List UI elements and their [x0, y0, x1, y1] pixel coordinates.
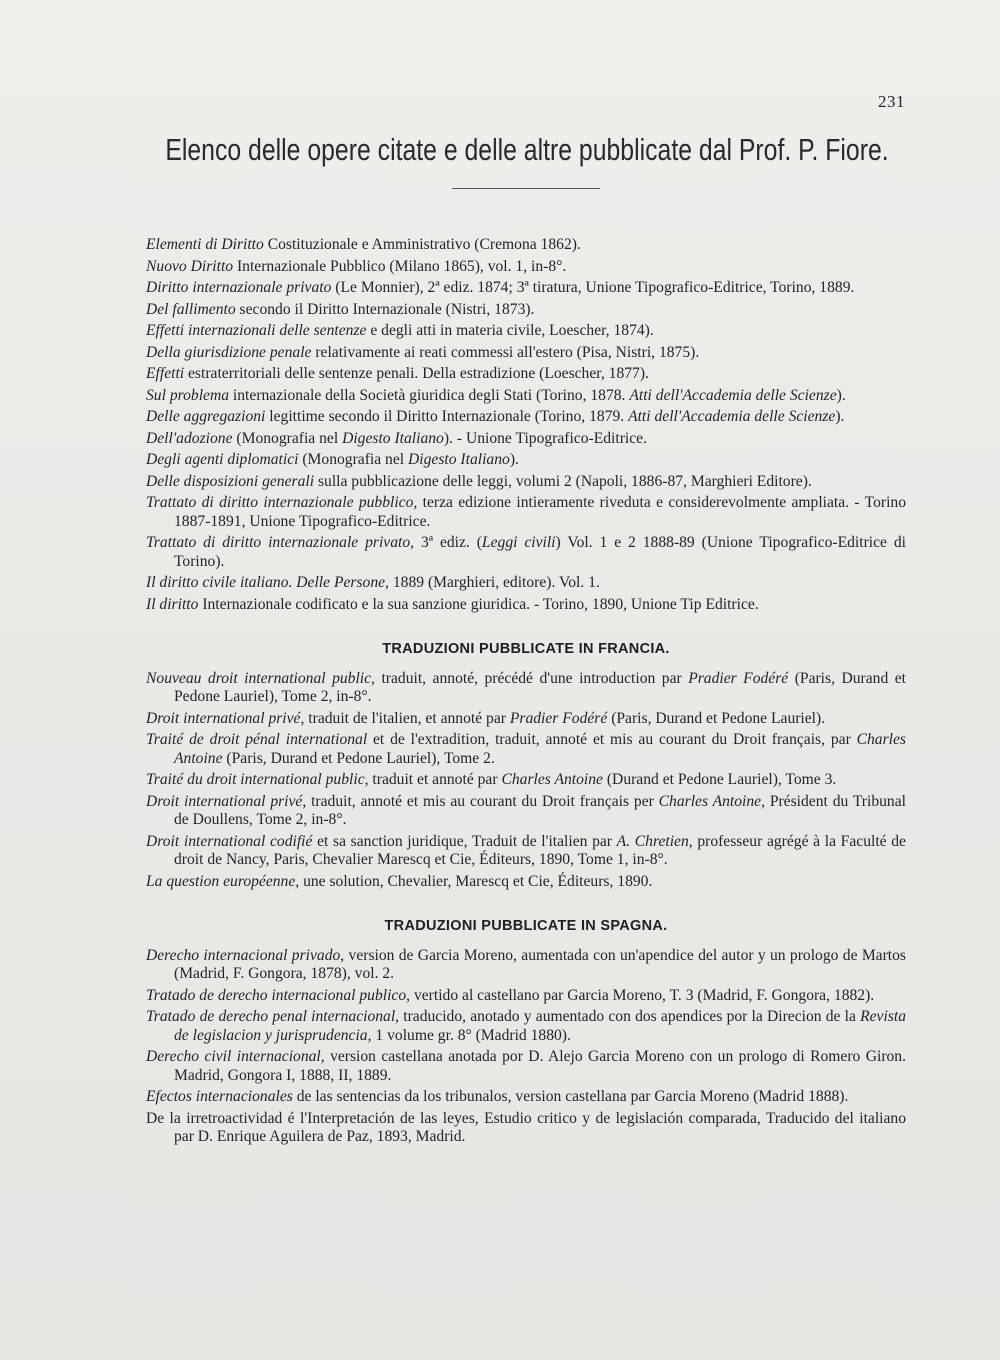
entry-text: ). [836, 386, 846, 404]
entry-text: et sa sanction juridique, Traduit de l'italien par [312, 832, 617, 850]
entry-text: sulla pubblicazione delle leggi, volumi 2 (Napoli, 1886-87, Marghieri Editore). [314, 472, 812, 490]
entry-text: une solution, Chevalier, Marescq et Cie, Éditeurs, 1890. [299, 872, 653, 890]
entry-text: ). [509, 451, 519, 468]
entry-title-italic: Derecho civil internacional, [146, 1048, 325, 1065]
entry-title-italic: Droit international codifié [146, 832, 313, 850]
entry-title-italic: Digesto Italiano [342, 429, 444, 447]
bibliography-entry [146, 873, 906, 892]
bibliography-entry [146, 387, 906, 406]
bibliography-entry [146, 258, 906, 277]
section-heading: TRADUZIONI PUBBLICATE IN FRANCIA. [382, 641, 670, 657]
title-divider [452, 188, 600, 189]
entry-title-italic: Del fallimento [146, 300, 236, 318]
bibliography-entry [146, 710, 906, 729]
entry-title-italic: Effetti internazionali delle sentenze [146, 322, 367, 339]
entry-text: legittime secondo il Diritto Internazionale (Torino, 1879. [265, 408, 629, 425]
entry-text: Internazionale codificato e la sua sanzione giuridica. - Torino, 1890, Unione Tip Editrice. [198, 595, 759, 613]
entry-text: 1889 (Marghieri, editore). Vol. 1. [388, 574, 600, 591]
entry-text: version castellana anotada por D. Alejo Garcia Moreno con un prologo di Romero Giron. Madrid, Gongora I, 1888, II, 1889. [174, 1048, 906, 1084]
entry-text: ). - Unione Tipografico-Editrice. [443, 429, 647, 447]
bibliography-entry [146, 365, 906, 384]
entry-title-italic: Il diritto [146, 595, 199, 613]
entry-title-italic: A. Chretien, [616, 832, 693, 850]
entry-title-italic: Pradier Fodéré [509, 709, 608, 727]
bibliography-entry [146, 236, 906, 255]
entry-text: ) Vol. 1 e 2 1888-89 (Unione Tipografico-Editrice di Torino). [174, 534, 906, 570]
entry-title-italic: Della giurisdizione penale [146, 343, 312, 361]
entry-title-italic: Digesto Italiano [408, 451, 510, 468]
entry-title-italic: Leggi civili [481, 534, 556, 551]
entry-title-italic: Elementi di Diritto [146, 236, 264, 253]
entry-title-italic: Nouveau droit international public, [146, 669, 375, 687]
bibliography-entry [146, 731, 906, 768]
entry-text: traduit, annoté et mis au courant du Droit français per [306, 792, 659, 810]
entry-text: (Durand et Pedone Lauriel), Tome 3. [602, 771, 837, 788]
entry-title-italic: Dell'adozione [146, 429, 233, 447]
entry-text: internazionale della Società giuridica degli Stati (Torino, 1878. [229, 386, 630, 404]
entry-text: traduit et annoté par [368, 771, 502, 788]
entry-text: Président du Tribunal de Doullens, Tome 2, in-8°. [174, 792, 906, 828]
entry-title-italic: Charles Antoine, [658, 792, 765, 810]
bibliography-entry [146, 301, 906, 320]
entry-text: (Paris, Durand et Pedone Lauriel). [607, 709, 826, 727]
entry-title-italic: Traité du droit international public, [146, 771, 369, 788]
entry-title-italic: Sul problema [146, 386, 230, 404]
entry-text: vertido al castellano par Garcia Moreno, T. 3 (Madrid, F. Gongora, 1882). [410, 986, 875, 1004]
entry-text: De la irretroactividad é l'Interpretación de las leyes, Estudio critico y de legislación comparada, Traducido del italiano par D. Enrique Aguilera de Paz, 1893, Madrid. [146, 1109, 906, 1145]
bibliography-entry [146, 534, 906, 571]
entry-title-italic: Atti dell'Accademia delle Scienze [628, 408, 836, 425]
bibliography-entry [146, 494, 906, 531]
entry-text: e degli atti in materia civile, Loescher, 1874). [366, 322, 654, 339]
entry-title-italic: Trattato di diritto internazionale pubblico, [146, 494, 418, 511]
entry-title-italic: Efectos internacionales [146, 1088, 293, 1105]
entry-title-italic: Traité de droit pénal international [146, 731, 368, 748]
entry-title-italic: Il diritto civile italiano. Delle Persone, [146, 574, 389, 591]
entry-text: Costituzionale e Amministrativo (Cremona 1862). [263, 236, 581, 253]
bibliography-entry [146, 1088, 906, 1107]
bibliography-entry [146, 1110, 906, 1147]
bibliography-list [146, 236, 906, 1150]
entry-title-italic: Tratado de derecho internacional publico, [146, 986, 411, 1004]
page-number: 231 [878, 92, 905, 111]
bibliography-entry [146, 596, 906, 615]
entry-title-italic: Delle aggregazioni [146, 408, 266, 425]
bibliography-entry [146, 987, 906, 1006]
bibliography-entry [146, 1008, 906, 1045]
bibliography-entry [146, 430, 906, 449]
bibliography-entry [146, 279, 906, 298]
entry-text: secondo il Diritto Internazionale (Nistri, 1873). [235, 300, 535, 318]
entry-text: traduit, annoté, précédé d'une introduction par [374, 669, 689, 687]
bibliography-entry [146, 344, 906, 363]
bibliography-entry [146, 670, 906, 707]
entry-text: (Paris, Durand et Pedone Lauriel), Tome 2. [222, 749, 495, 767]
entry-title-italic: Trattato di diritto internazionale privato, [146, 534, 415, 551]
page-title: Elenco delle opere citate e delle altre pubblicate dal Prof. P. Fiore. [165, 132, 889, 167]
bibliography-entry [146, 947, 906, 984]
entry-title-italic: Nuovo Diritto [146, 257, 234, 275]
entry-title-italic: Delle disposizioni generali [146, 472, 315, 490]
entry-text: 1 volume gr. 8° (Madrid 1880). [371, 1026, 571, 1044]
bibliography-entry [146, 574, 906, 593]
entry-text: terza edizione intieramente riveduta e considerevolmente ampliata. - Torino 1887-1891, Unione Tipografico-Editrice. [174, 494, 906, 530]
entry-text: de las sentencias da los tribunalos, version castellana par Garcia Moreno (Madrid 1888). [292, 1088, 849, 1105]
entry-text: (Le Monnier), 2ª ediz. 1874; 3ª tiratura, Unione Tipografico-Editrice, Torino, 1889. [331, 279, 855, 296]
entry-title-italic: Revista de legislacion y jurisprudencia, [174, 1008, 906, 1044]
entry-title-italic: Effetti [146, 365, 185, 382]
entry-title-italic: Charles Antoine [501, 771, 603, 788]
entry-title-italic: Pradier Fodéré [688, 669, 789, 687]
entry-text: traducido, anotado y aumentado con dos apendices por la Direcion de la [399, 1008, 861, 1025]
bibliography-entry [146, 833, 906, 870]
bibliography-entry [146, 473, 906, 492]
entry-text: version de Garcia Moreno, aumentada con un'apendice del autor y un prologo de Martos (Madrid, F. Gongora, 1878), vol. 2. [174, 946, 906, 982]
entry-text: Internazionale Pubblico (Milano 1865), vol. 1, in-8°. [233, 257, 567, 275]
entry-title-italic: Atti dell'Accademia delle Scienze [629, 386, 837, 404]
entry-title-italic: Tratado de derecho penal internacional, [146, 1008, 400, 1025]
entry-title-italic: Droit international privé, [146, 792, 307, 810]
entry-title-italic: Diritto internazionale privato [146, 279, 332, 296]
section-heading: TRADUZIONI PUBBLICATE IN SPAGNA. [384, 918, 668, 934]
entry-title-italic: La question européenne, [146, 872, 300, 890]
entry-title-italic: Droit international privé, [146, 709, 305, 727]
entry-text: ). [835, 408, 845, 425]
bibliography-entry [146, 322, 906, 341]
bibliography-entry [146, 408, 906, 427]
entry-title-italic: Derecho internacional privado, [146, 946, 345, 964]
entry-text: 3ª ediz. ( [414, 534, 482, 551]
entry-text: (Paris, Durand et Pedone Lauriel), Tome 2, in-8°. [174, 669, 906, 705]
bibliography-entry [146, 771, 906, 790]
entry-title-italic: Charles Antoine [174, 731, 906, 767]
entry-text: traduit de l'italien, et annoté par [304, 709, 510, 727]
entry-text: (Monografia nel [298, 451, 409, 468]
entry-text: et de l'extradition, traduit, annoté et mis au courant du Droit français, par [367, 731, 857, 748]
bibliography-entry [146, 1048, 906, 1085]
entry-text: relativamente ai reati commessi all'estero (Pisa, Nistri, 1875). [311, 343, 700, 361]
bibliography-entry [146, 793, 906, 830]
entry-title-italic: Degli agenti diplomatici [146, 451, 299, 468]
entry-text: professeur agrégé à la Faculté de droit de Nancy, Paris, Chevalier Marescq et Cie, Éditeurs, 1890, Tome 1, in-8°. [174, 832, 906, 868]
entry-text: estraterritoriali delle sentenze penali. Della estradizione (Loescher, 1877). [184, 365, 649, 382]
entry-text: (Monografia nel [232, 429, 343, 447]
bibliography-entry [146, 451, 906, 470]
